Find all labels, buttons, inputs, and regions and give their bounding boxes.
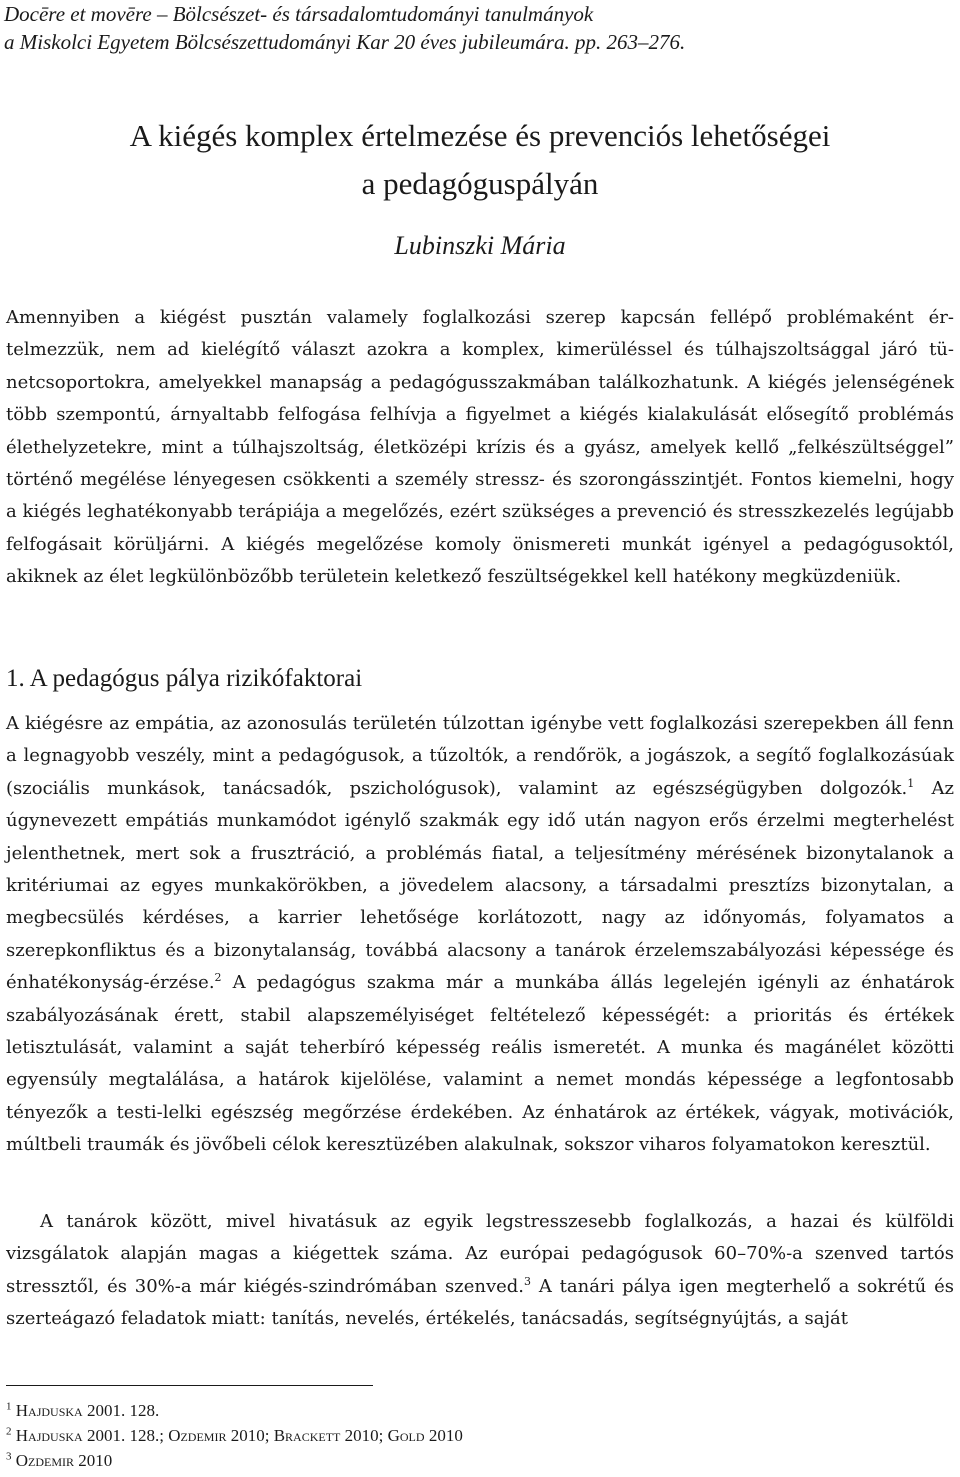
footnote-1: [6, 1398, 946, 1423]
footnote-number: 3: [6, 1450, 12, 1463]
footnote-text: 2010: [74, 1451, 113, 1470]
footnote-text: 2010;: [340, 1426, 388, 1445]
section-paragraph-2: [6, 1206, 954, 1336]
footnote-ref-2[interactable]: 2: [214, 971, 222, 985]
running-header: [4, 0, 954, 56]
section-paragraph-1: [6, 708, 954, 1162]
paragraph-text: A tanárok között, mivel hivatásuk az egyik legstresszesebb foglalkozás, a hazai és külföldi vizsgálatok alapján magas a kiégettek száma. Az európai pedagógusok 60–70%-a szenved tartós stressztől, és 30%-a már kiégés-szindrómában szenved.: [6, 1211, 954, 1297]
section-heading: 1. A pedagógus pálya rizikófaktorai: [6, 665, 363, 692]
footnote-text: 2001. 128.;: [82, 1426, 169, 1445]
footnotes: [6, 1398, 946, 1473]
footnote-author: Hajduska: [15, 1401, 83, 1420]
footnote-ref-1[interactable]: 1: [907, 776, 915, 790]
footnote-author: Hajduska: [15, 1426, 83, 1445]
title-line-1: A kiégés komplex értelmezése és prevenciós lehetőségei: [129, 118, 831, 153]
footnote-author: Ozdemir: [168, 1426, 227, 1445]
footnote-number: 1: [6, 1400, 12, 1413]
footnote-author: Gold: [387, 1426, 425, 1445]
footnote-author: Brackett: [273, 1426, 341, 1445]
paragraph-text: A pedagógus szakma már a munkába állás legelején igényli az énhatárok szabályozásának érett, stabil alapszemélyiséget feltételező képességét: a prioritás és értékek letisztulását, valamint a saját teherbíró képesség reális ismeretét. A munka és magánélet közötti egyensúly megtalálása, a határok kijelölése, valamint a nemet mondás képessége a legfontosabb tényezők a testi-lelki egészség megőrzése érdekében. Az énhatárok az értékek, vágyak, motivációk, múltbeli traumák és jövőbeli célok keresztüzében alakulnak, sokszor viharos folyamatokon keresztül.: [6, 972, 954, 1156]
paragraph-text: A kiégésre az empátia, az azonosulás területén túlzottan igénybe vett foglalkozási szerepekben áll fenn a legnagyobb veszély, mint a pedagógusok, a tűzoltók, a rendőrök, a jogászok, a segítő foglalkozásúak (szociális munkások, tanácsadók, pszichológusok), valamint az egészségügyben dolgozók.: [6, 713, 954, 799]
paragraph-text: Az úgynevezett empátiás munkamódot igénylő szakmák egy idő után nagyon erős érzelmi megterhelést jelenthetnek, mert sok a frusztráció, a problémás fiatal, a teljesítmény mérésének bizonytalanok a kritériumai az egyes munkakörökben, a jövedelem alacsony, a társadalmi presztízs bizonytalan, a megbecsülés kérdéses, a karrier lehetősége korlátozott, nagy az időnyomás, folyamatos a szerepkonfliktus és a bizonytalanság, továbbá alacsony a tanárok érzelemszabályozási képessége és énhatékonyság-érzése.: [6, 777, 954, 994]
footnote-ref-3[interactable]: 3: [524, 1274, 532, 1288]
footnote-author: Ozdemir: [15, 1451, 75, 1470]
paragraph-text: A tanári pálya igen megterhelő a sokrétű és szerteágazó feladatok miatt: tanítás, nevelés, értékelés, tanácsadás, segítségnyújtás, a saját: [6, 1275, 954, 1330]
title-line-2: a pedagóguspályán: [361, 166, 599, 201]
header-line-2: a Miskolci Egyetem Bölcsészettudományi Kar 20 éves jubileumára. pp. 263–276.: [4, 30, 686, 54]
footnote-3: [6, 1448, 946, 1473]
header-line-1: Docēre et movēre – Bölcsészet- és társadalomtudományi tanulmányok: [4, 2, 594, 26]
author-name: Lubinszki Mária: [394, 231, 566, 260]
footnote-number: 2: [6, 1425, 12, 1438]
article-title: [0, 112, 960, 208]
footnote-2: [6, 1423, 946, 1448]
footnote-text: 2010: [424, 1426, 463, 1445]
footnote-text: 2001. 128.: [82, 1401, 160, 1420]
footnote-text: 2010;: [226, 1426, 274, 1445]
abstract-paragraph: Amennyiben a kiégést pusztán valamely foglalkozási szerep kapcsán fellépő problémaként értelmezzük, nem ad kielégítő választ azokra a komplex, kimerüléssel és túlhajszoltsággal járó tünetcsoportokra, amelyekkel manapság a pedagógusszakmában találkozhatunk. A kiégés jelenségének több szempontú, árnyaltabb felfogása felhívja a figyelmet a kiégés kialakulását elősegítő problémás élethelyzetekre, mint a túlhajszoltság, életközépi krízis és a gyász, amelyek kellő „felkészültséggel” történő megélése lényegesen csökkenti a személy stressz- és szorongásszintjét. Fontos kiemelni, hogy a kiégés leghatékonyabb terápiája a megelőzés, ezért szükséges a prevenció és stresszkezelés legújabb felfogásait körüljárni. A kiégés megelőzése komoly önismereti munkát igényel a pedagógusoktól, akiknek az élet legkülönbözőbb területein keletkező feszültségekkel kell hatékony megküzdeniük.: [6, 307, 954, 588]
footnote-separator: [6, 1385, 373, 1386]
